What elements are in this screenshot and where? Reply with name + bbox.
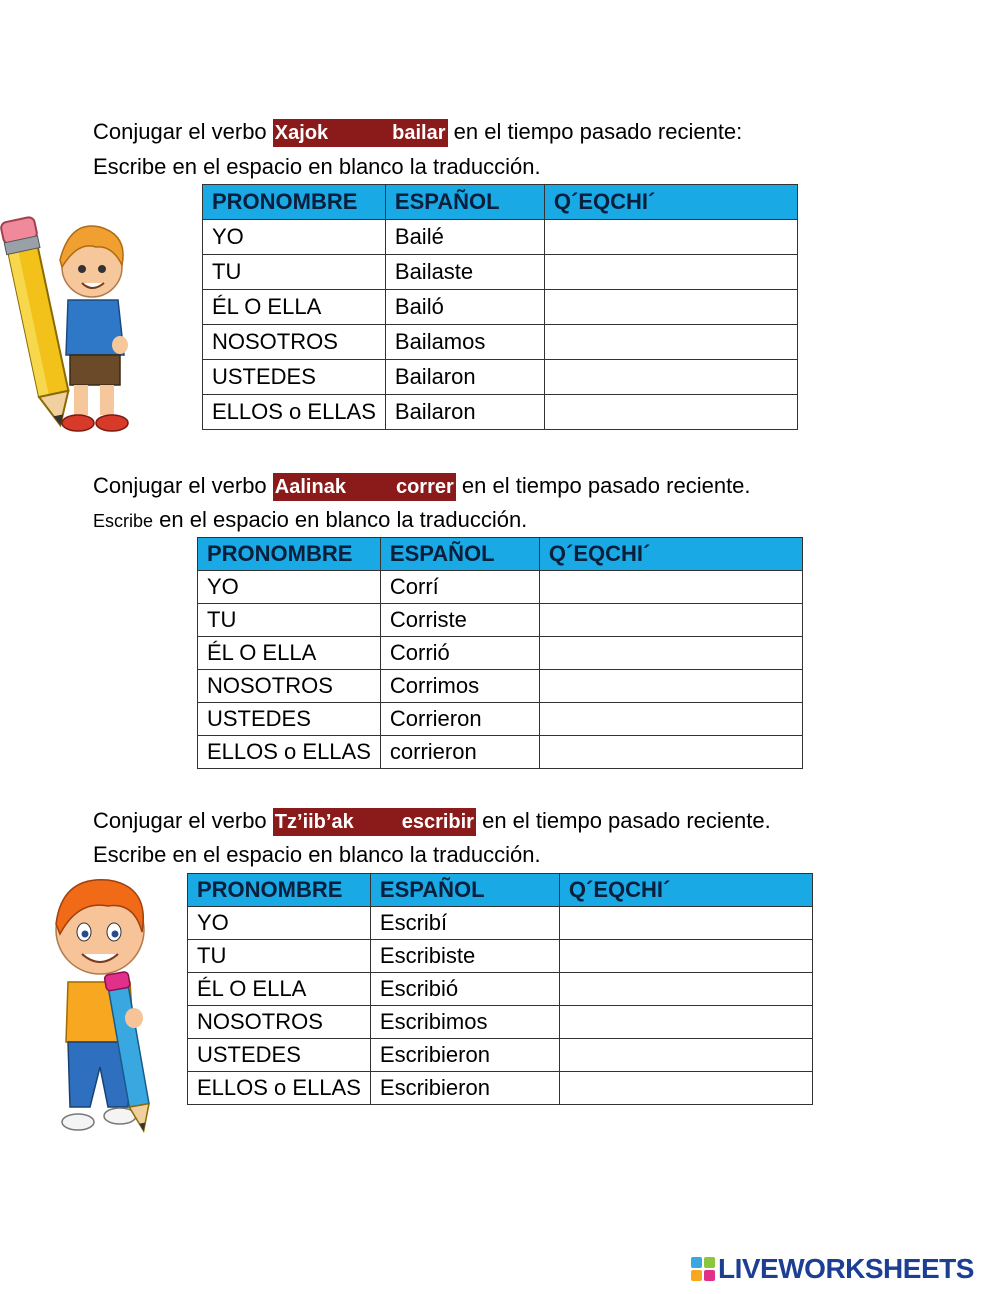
title-suffix: en el tiempo pasado reciente. (482, 808, 771, 833)
table-row (198, 703, 803, 736)
header-spanish: ESPAÑOL (385, 185, 544, 220)
verb-spanish: bailar (392, 122, 446, 144)
header-qeqchi: Q´EQCHI´ (559, 874, 812, 907)
qeqchi-answer-cell[interactable] (539, 637, 802, 670)
instruction-rest: en el espacio en blanco la traducción. (172, 842, 541, 867)
logo-text: LIVEWORKSHEETS (718, 1253, 974, 1284)
qeqchi-answer-cell[interactable] (559, 973, 812, 1006)
pronoun-cell: USTEDES (203, 360, 386, 395)
pronoun-cell: ELLOS o ELLAS (188, 1072, 371, 1105)
verb-highlight (273, 473, 456, 501)
conjugation-table-2 (197, 537, 803, 769)
header-pronoun: PRONOMBRE (203, 185, 386, 220)
pronoun-cell: TU (188, 940, 371, 973)
qeqchi-answer-cell[interactable] (539, 736, 802, 769)
header-pronoun: PRONOMBRE (188, 874, 371, 907)
verb-qeqchi: Aalinak (274, 476, 346, 498)
section-1-instruction (93, 152, 541, 182)
table-row (203, 220, 798, 255)
table-row (188, 1072, 813, 1105)
liveworksheets-logo (691, 1252, 974, 1286)
logo-icon (691, 1257, 715, 1281)
spanish-cell: Bailó (385, 290, 544, 325)
table-row (203, 255, 798, 290)
conjugation-table-1 (202, 184, 798, 430)
qeqchi-answer-cell[interactable] (559, 1006, 812, 1039)
table-row (203, 290, 798, 325)
section-1-title (93, 117, 742, 147)
qeqchi-answer-cell[interactable] (544, 395, 797, 430)
qeqchi-answer-cell[interactable] (539, 604, 802, 637)
pronoun-cell: ELLOS o ELLAS (198, 736, 381, 769)
spanish-cell: Bailaste (385, 255, 544, 290)
section-3-instruction (93, 840, 541, 870)
spanish-cell: corrieron (380, 736, 539, 769)
table-header-row (198, 538, 803, 571)
header-spanish: ESPAÑOL (370, 874, 559, 907)
verb-highlight (273, 808, 476, 836)
section-3-title (93, 806, 771, 836)
pronoun-cell: NOSOTROS (203, 325, 386, 360)
pronoun-cell: YO (203, 220, 386, 255)
instruction-rest: en el espacio en blanco la traducción. (159, 507, 528, 532)
spanish-cell: Corrieron (380, 703, 539, 736)
pronoun-cell: TU (198, 604, 381, 637)
table-row (188, 907, 813, 940)
qeqchi-answer-cell[interactable] (544, 220, 797, 255)
qeqchi-answer-cell[interactable] (559, 1072, 812, 1105)
pronoun-cell: NOSOTROS (198, 670, 381, 703)
pronoun-cell: ÉL O ELLA (188, 973, 371, 1006)
verb-spanish: correr (395, 476, 454, 498)
table-row (188, 940, 813, 973)
verb-qeqchi: Tz’iib’ak (274, 811, 354, 833)
spanish-cell: Corriste (380, 604, 539, 637)
pronoun-cell: TU (203, 255, 386, 290)
table-row (188, 973, 813, 1006)
pronoun-cell: USTEDES (188, 1039, 371, 1072)
verb-spanish: escribir (401, 811, 474, 833)
pronoun-cell: ELLOS o ELLAS (203, 395, 386, 430)
pronoun-cell: YO (198, 571, 381, 604)
title-prefix: Conjugar el verbo (93, 808, 267, 833)
qeqchi-answer-cell[interactable] (544, 325, 797, 360)
section-2-title (93, 471, 751, 501)
table-row (188, 1006, 813, 1039)
instruction-first: Escribe (93, 511, 154, 531)
pronoun-cell: NOSOTROS (188, 1006, 371, 1039)
pronoun-cell: ÉL O ELLA (203, 290, 386, 325)
boy-with-blue-pencil-illustration (38, 872, 168, 1140)
qeqchi-answer-cell[interactable] (544, 360, 797, 395)
boy-with-pencil-illustration (0, 205, 140, 437)
spanish-cell: Escribí (370, 907, 559, 940)
qeqchi-answer-cell[interactable] (544, 255, 797, 290)
qeqchi-answer-cell[interactable] (539, 670, 802, 703)
header-spanish: ESPAÑOL (380, 538, 539, 571)
spanish-cell: Escribieron (370, 1039, 559, 1072)
conjugation-table-3 (187, 873, 813, 1105)
table-row (203, 360, 798, 395)
table-row (203, 395, 798, 430)
instruction-rest: en el espacio en blanco la traducción. (172, 154, 541, 179)
spanish-cell: Escribimos (370, 1006, 559, 1039)
instruction-first: Escribe (93, 842, 167, 867)
spanish-cell: Escribió (370, 973, 559, 1006)
qeqchi-answer-cell[interactable] (539, 703, 802, 736)
table-row (198, 736, 803, 769)
title-suffix: en el tiempo pasado reciente. (461, 473, 751, 498)
qeqchi-answer-cell[interactable] (559, 940, 812, 973)
table-row (188, 1039, 813, 1072)
header-qeqchi: Q´EQCHI´ (544, 185, 797, 220)
table-header-row (203, 185, 798, 220)
pronoun-cell: USTEDES (198, 703, 381, 736)
table-row (198, 571, 803, 604)
qeqchi-answer-cell[interactable] (544, 290, 797, 325)
qeqchi-answer-cell[interactable] (559, 907, 812, 940)
pronoun-cell: ÉL O ELLA (198, 637, 381, 670)
pronoun-cell: YO (188, 907, 371, 940)
title-prefix: Conjugar el verbo (93, 119, 267, 144)
spanish-cell: Bailé (385, 220, 544, 255)
spanish-cell: Corrió (380, 637, 539, 670)
table-row (198, 637, 803, 670)
title-suffix: en el tiempo pasado reciente: (453, 119, 743, 144)
spanish-cell: Corrí (380, 571, 539, 604)
spanish-cell: Escribieron (370, 1072, 559, 1105)
spanish-cell: Escribiste (370, 940, 559, 973)
verb-highlight (273, 119, 448, 147)
qeqchi-answer-cell[interactable] (539, 571, 802, 604)
section-2-instruction (93, 505, 527, 536)
header-qeqchi: Q´EQCHI´ (539, 538, 802, 571)
table-header-row (188, 874, 813, 907)
spanish-cell: Bailamos (385, 325, 544, 360)
qeqchi-answer-cell[interactable] (559, 1039, 812, 1072)
header-pronoun: PRONOMBRE (198, 538, 381, 571)
spanish-cell: Corrimos (380, 670, 539, 703)
instruction-first: Escribe (93, 154, 167, 179)
spanish-cell: Bailaron (385, 395, 544, 430)
verb-qeqchi: Xajok (274, 122, 329, 144)
spanish-cell: Bailaron (385, 360, 544, 395)
table-row (198, 604, 803, 637)
title-prefix: Conjugar el verbo (93, 473, 267, 498)
table-row (198, 670, 803, 703)
table-row (203, 325, 798, 360)
